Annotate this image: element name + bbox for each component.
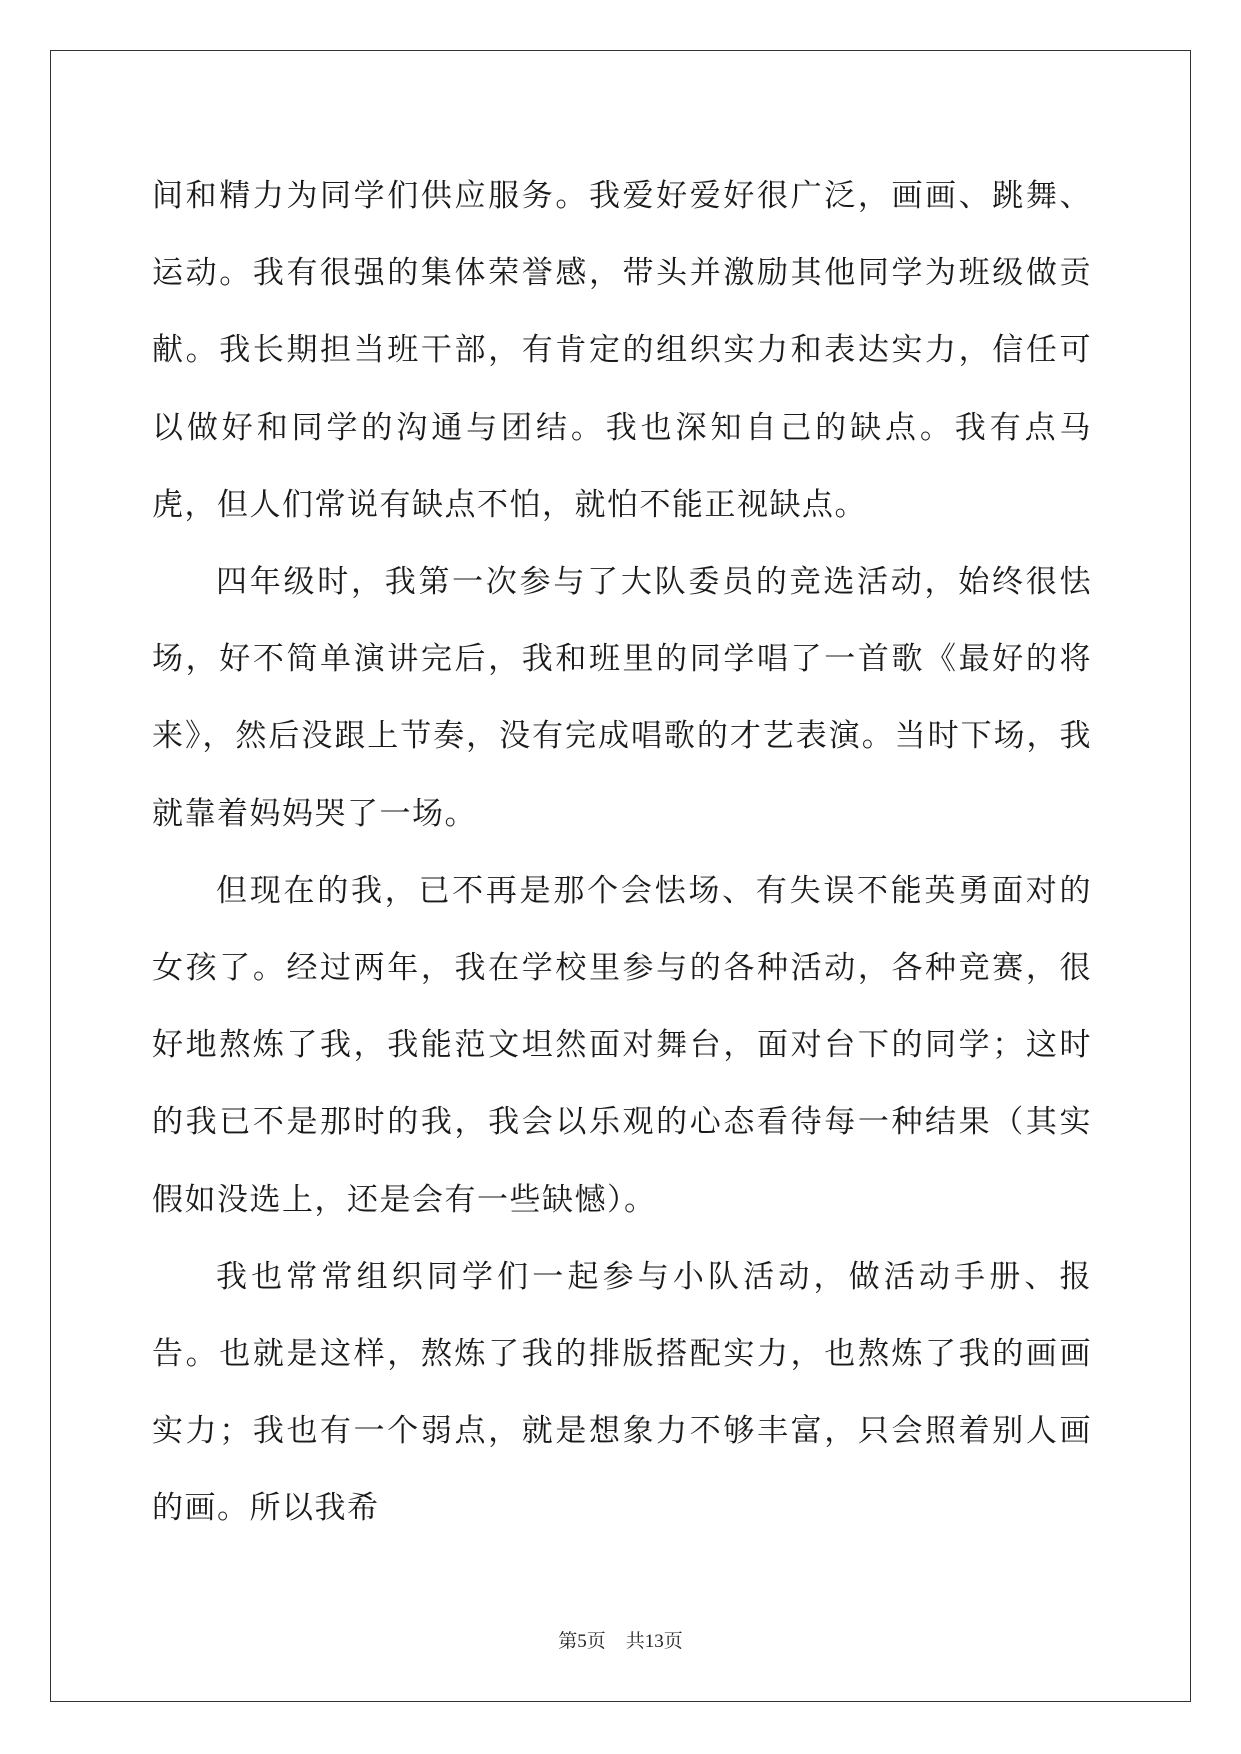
total-unit: 页: [663, 1630, 683, 1652]
page-total: 13: [644, 1631, 664, 1652]
paragraph-2: 四年级时，我第一次参与了大队委员的竞选活动，始终很怯场，好不简单演讲完后，我和班里的同学唱了一首歌《最好的将来》，然后没跟上节奏，没有完成唱歌的才艺表演。当时下场，我就靠着妈妈哭了一场。: [152, 564, 1092, 832]
paragraph-1: 间和精力为同学们供应服务。我爱好爱好很广泛，画画、跳舞、运动。我有很强的集体荣誉感，带头并激励其他同学为班级做贡献。我长期担当班干部，有肯定的组织实力和表达实力，信任可以做好和同学的沟通与团结。我也深知自己的缺点。我有点马虎，但人们常说有缺点不怕，就怕不能正视缺点。: [152, 178, 1092, 523]
page-current: 5: [577, 1631, 587, 1652]
page-footer: [0, 1626, 1241, 1653]
document-body: [152, 158, 1092, 1548]
paragraph-3: 但现在的我，已不再是那个会怯场、有失误不能英勇面对的女孩了。经过两年，我在学校里参与的各种活动，各种竞赛，很好地熬炼了我，我能范文坦然面对舞台，面对台下的同学；这时的我已不是那时的我，我会以乐观的心态看待每一种结果（其实假如没选上，还是会有一些缺憾）。: [152, 872, 1092, 1218]
total-prefix: 共: [625, 1630, 645, 1652]
page-prefix: 第: [558, 1630, 578, 1652]
page-unit: 页: [586, 1630, 606, 1652]
paragraph-4: 我也常常组织同学们一起参与小队活动，做活动手册、报告。也就是这样，熬炼了我的排版搭配实力，也熬炼了我的画画实力；我也有一个弱点，就是想象力不够丰富，只会照着别人画的画。所以我希: [152, 1258, 1092, 1527]
